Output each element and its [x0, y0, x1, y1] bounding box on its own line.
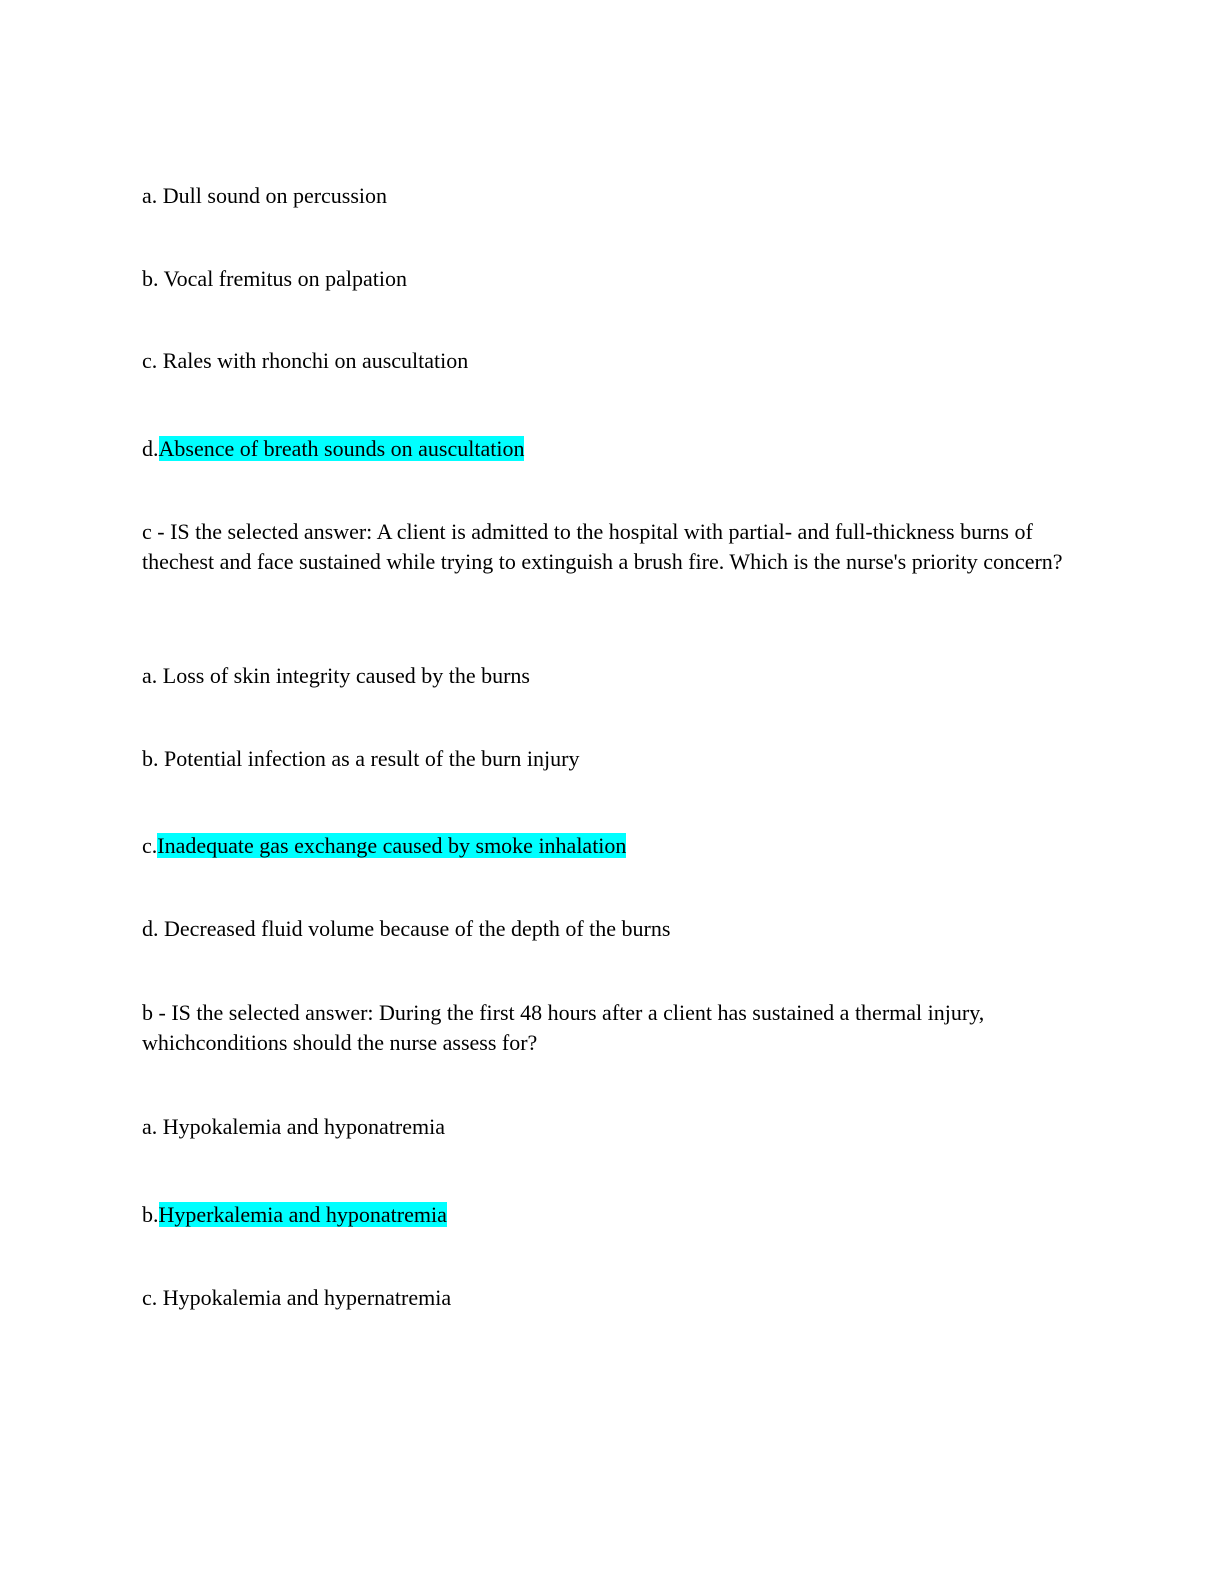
- option-text: Loss of skin integrity caused by the burns: [162, 663, 530, 688]
- q3-option-b: [142, 1200, 447, 1230]
- option-letter: c.: [142, 348, 158, 373]
- q2-prompt: c - IS the selected answer: A client is admitted to the hospital with partial- and full-thickness burns of thechest and face sustained while trying to extinguish a brush fire. Which is the nurse's priority concern?: [142, 519, 1063, 574]
- option-text: Potential infection as a result of the burn injury: [164, 746, 580, 771]
- option-text: Decreased fluid volume because of the depth of the burns: [164, 916, 671, 941]
- option-letter: d.: [142, 436, 159, 461]
- option-letter: c.: [142, 833, 158, 858]
- option-text: Hypokalemia and hyponatremia: [162, 1114, 446, 1139]
- option-letter: c.: [142, 1285, 158, 1310]
- q1-option-c: [142, 346, 468, 376]
- option-text: Dull sound on percussion: [162, 183, 388, 208]
- highlighted-answer: Absence of breath sounds on auscultation: [158, 436, 525, 461]
- q3-option-c: [142, 1283, 451, 1313]
- highlighted-answer: Inadequate gas exchange caused by smoke inhalation: [157, 833, 627, 858]
- q3-prompt: b - IS the selected answer: During the first 48 hours after a client has sustained a thermal injury, whichconditions should the nurse assess for?: [142, 1000, 985, 1055]
- option-letter: b.: [142, 1202, 159, 1227]
- option-letter: b.: [142, 746, 159, 771]
- highlighted-answer: Hyperkalemia and hyponatremia: [158, 1202, 447, 1227]
- option-text: Rales with rhonchi on auscultation: [162, 348, 469, 373]
- q3-option-a: [142, 1112, 445, 1142]
- option-letter: a.: [142, 1114, 158, 1139]
- q1-option-a: [142, 181, 387, 211]
- q1-option-d: [142, 434, 524, 464]
- q1-option-b: [142, 264, 407, 294]
- q2-option-a: [142, 661, 530, 691]
- q2-option-c: [142, 831, 626, 861]
- option-letter: d.: [142, 916, 159, 941]
- q2-option-d: [142, 914, 670, 944]
- option-text: Hypokalemia and hypernatremia: [162, 1285, 452, 1310]
- option-letter: a.: [142, 663, 158, 688]
- option-text: Vocal fremitus on palpation: [163, 266, 407, 291]
- q2-option-b: [142, 744, 579, 774]
- option-letter: a.: [142, 183, 158, 208]
- option-letter: b.: [142, 266, 159, 291]
